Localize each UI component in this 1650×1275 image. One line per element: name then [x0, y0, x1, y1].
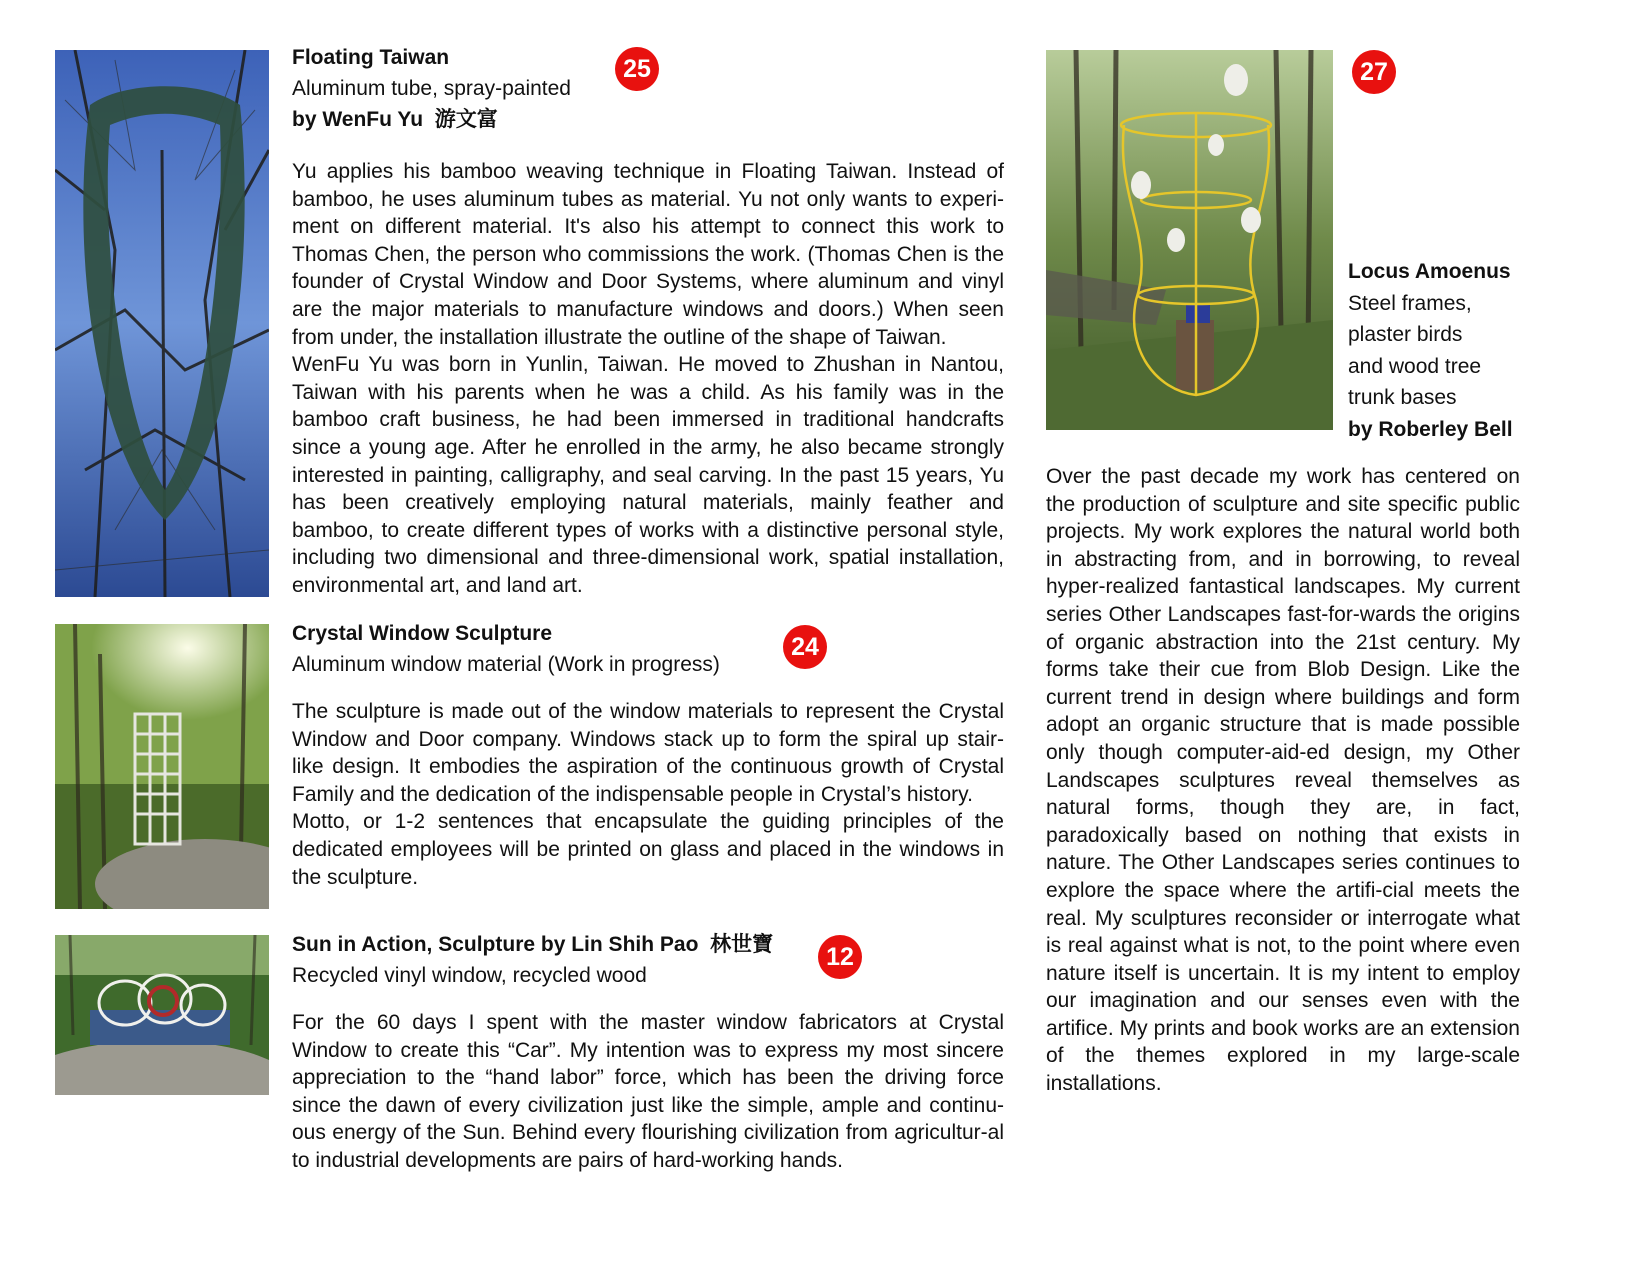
floating-taiwan-material: Aluminum tube, spray-painted [292, 77, 571, 100]
crystal-window-header [292, 618, 720, 680]
locus-amoenus-paragraph: Over the past decade my work has centered on the production of sculpture and site specific public projects. My work explores the natural world both in abstracting from, and in borrowing, to reveal hyper-realized fantastical landscapes. My current series Other Landscapes fast-for-wards the origins of organic abstraction into the 21st century. My forms take their cue from Blob Design. Like the current trend in design where buildings and form adopt an organic structure that is made possible only though computer-aid-ed design, my Other Landscapes sculptures reveal themselves as natural forms, though they are, in fact, paradoxically based on nothing that exists in nature. The Other Landscapes series continues to explore the space where the artifi-cial meets the real. My sculptures reconsider or interrogate what is real against what is not, to the point where even nature itself is uncertain. It is my intent to employ our imagination and our senses even with the artifice. My prints and book works are an extension of the themes explored in my large-scale installations. [1046, 465, 1520, 1096]
badge-12: 12 [818, 935, 862, 979]
badge-25: 25 [615, 47, 659, 91]
locus-amoenus-caption [1348, 256, 1513, 445]
caption-line: trunk bases [1348, 386, 1457, 409]
crystal-window-material: Aluminum window material (Work in progress) [292, 653, 720, 676]
crystal-window-paragraph-2: Motto, or 1-2 sentences that encapsulate the guiding principles of the dedicated employees will be printed on glass and placed in the windows in the sculpture. [292, 810, 1004, 889]
sun-in-action-header [292, 929, 773, 991]
floating-taiwan-header [292, 42, 571, 135]
badge-27: 27 [1352, 50, 1396, 94]
floating-taiwan-title: Floating Taiwan [292, 46, 450, 69]
sun-in-action-title: Sun in Action, Sculpture by Lin Shih Pao 林世寶 [292, 933, 774, 956]
badge-24: 24 [783, 625, 827, 669]
floating-taiwan-text [292, 158, 1004, 600]
caption-line: plaster birds [1348, 323, 1463, 346]
floating-taiwan-paragraph-1: Yu applies his bamboo weaving technique in Floating Taiwan. Instead of bamboo, he uses aluminum tubes as material. Yu not only wants to experi-ment on different material. It's also his attempt to connect this work to Thomas Chen, the person who commissions the work. (Thomas Chen is the founder of Crystal Window and Door Systems, where aluminum and vinyl are the major materials to manufacture windows and doors.) When seen from under, the installation illustrate the outline of the shape of Taiwan. [292, 160, 1004, 349]
crystal-window-text [292, 698, 1004, 891]
caption-line: Steel frames, [1348, 291, 1472, 315]
floating-taiwan-artist: by WenFu Yu 游文富 [292, 108, 498, 131]
floating-taiwan-photo [55, 50, 269, 597]
sun-in-action-paragraph-1: For the 60 days I spent with the master window fabricators at Crystal Window to create this “Car”. My intention was to express my most sincere appreciation to the “hand labor” force, which has been the driving force since the dawn of every civilization just like the simple, ample and continu-ous energy of the Sun. Behind every flourishing civilization from agricultur-al to industrial developments are pairs of hard-working hands. [292, 1011, 1004, 1172]
crystal-window-title: Crystal Window Sculpture [292, 622, 553, 645]
caption-line: and wood tree [1348, 354, 1482, 378]
crystal-window-sculpture-photo [55, 624, 269, 909]
locus-amoenus-photo [1046, 50, 1333, 430]
locus-amoenus-text [1046, 463, 1520, 1098]
floating-taiwan-paragraph-2: WenFu Yu was born in Yunlin, Taiwan. He moved to Zhushan in Nantou, Taiwan with his parents when he was a child. As his family was in the bamboo craft business, he had been immersed in traditional handcrafts since a young age. After he enrolled in the army, he also became strongly interested in painting, calligraphy, and seal carving. In the past 15 years, Yu has been creatively employing natural materials, mainly feather and bamboo, to create different types of works with a distinctive personal style, including two dimensional and three-dimensional work, spatial installation, environmental art, and land art. [292, 353, 1004, 597]
sun-in-action-photo [55, 935, 269, 1095]
locus-amoenus-title: Locus Amoenus [1348, 260, 1511, 283]
sun-in-action-material: Recycled vinyl window, recycled wood [292, 964, 647, 987]
sun-in-action-text [292, 1009, 1004, 1175]
locus-amoenus-artist: by Roberley Bell [1348, 417, 1513, 441]
crystal-window-paragraph-1: The sculpture is made out of the window materials to represent the Crystal Window and Door company. Windows stack up to form the spiral up stair-like design. It embodies the aspiration of the continuous growth of Crystal Family and the dedication of the indispensable people in Crystal’s history. [292, 700, 1004, 806]
